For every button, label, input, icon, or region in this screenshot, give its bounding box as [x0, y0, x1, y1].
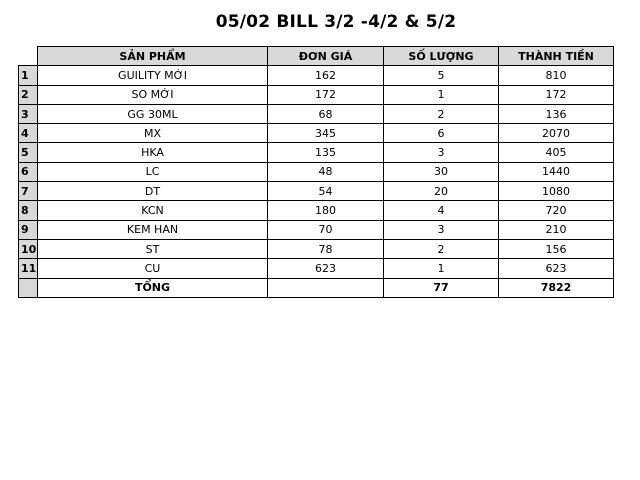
product-cell: DT: [38, 182, 268, 201]
quantity-cell: 6: [384, 124, 499, 143]
amount-cell: 405: [499, 143, 614, 162]
price-cell: 162: [268, 66, 384, 85]
amount-cell: 720: [499, 201, 614, 220]
amount-cell: 2070: [499, 124, 614, 143]
price-cell: 345: [268, 124, 384, 143]
price-cell: 54: [268, 182, 384, 201]
page-title: 05/02 BILL 3/2 -4/2 & 5/2: [215, 12, 457, 32]
price-cell: 172: [268, 85, 384, 104]
total-row-index: [19, 278, 38, 297]
table-row: [19, 259, 614, 278]
price-cell: 180: [268, 201, 384, 220]
table-row: [19, 182, 614, 201]
table-header-row: [19, 47, 614, 66]
product-cell: CU: [38, 259, 268, 278]
table-body: [19, 66, 614, 278]
price-cell: 68: [268, 104, 384, 123]
quantity-cell: 1: [384, 259, 499, 278]
row-number: 9: [19, 220, 38, 239]
row-number: 3: [19, 104, 38, 123]
product-cell: KEM HAN: [38, 220, 268, 239]
quantity-cell: 20: [384, 182, 499, 201]
row-number: 2: [19, 85, 38, 104]
header-product: SẢN PHẨM: [38, 47, 268, 66]
quantity-cell: 3: [384, 143, 499, 162]
quantity-cell: 2: [384, 239, 499, 258]
table-row: [19, 220, 614, 239]
quantity-cell: 30: [384, 162, 499, 181]
total-price-empty: [268, 278, 384, 297]
table-row: [19, 162, 614, 181]
product-cell: GUILITY MỚI: [38, 66, 268, 85]
row-number: 10: [19, 239, 38, 258]
amount-cell: 210: [499, 220, 614, 239]
product-cell: GG 30ML: [38, 104, 268, 123]
quantity-cell: 5: [384, 66, 499, 85]
row-number: 8: [19, 201, 38, 220]
row-number: 4: [19, 124, 38, 143]
row-number: 6: [19, 162, 38, 181]
amount-cell: 1080: [499, 182, 614, 201]
header-quantity: SỐ LƯỢNG: [384, 47, 499, 66]
table-row: [19, 66, 614, 85]
price-cell: 135: [268, 143, 384, 162]
total-quantity: 77: [384, 278, 499, 297]
amount-cell: 172: [499, 85, 614, 104]
product-cell: MX: [38, 124, 268, 143]
table-row: [19, 104, 614, 123]
quantity-cell: 3: [384, 220, 499, 239]
quantity-cell: 1: [384, 85, 499, 104]
total-amount: 7822: [499, 278, 614, 297]
quantity-cell: 4: [384, 201, 499, 220]
price-cell: 78: [268, 239, 384, 258]
quantity-cell: 2: [384, 104, 499, 123]
product-cell: HKA: [38, 143, 268, 162]
row-number: 5: [19, 143, 38, 162]
price-cell: 70: [268, 220, 384, 239]
price-cell: 48: [268, 162, 384, 181]
product-cell: KCN: [38, 201, 268, 220]
product-cell: SO MỚI: [38, 85, 268, 104]
table-row: [19, 85, 614, 104]
header-total: THÀNH TIỀN: [499, 47, 614, 66]
amount-cell: 136: [499, 104, 614, 123]
total-row: [19, 278, 614, 297]
amount-cell: 1440: [499, 162, 614, 181]
price-cell: 623: [268, 259, 384, 278]
product-cell: ST: [38, 239, 268, 258]
amount-cell: 810: [499, 66, 614, 85]
row-number: 11: [19, 259, 38, 278]
row-number: 1: [19, 66, 38, 85]
table-row: [19, 239, 614, 258]
total-label: TỔNG: [38, 278, 268, 297]
bill-table: [18, 46, 614, 298]
table-row: [19, 201, 614, 220]
row-number: 7: [19, 182, 38, 201]
amount-cell: 623: [499, 259, 614, 278]
table-row: [19, 143, 614, 162]
corner-cell: [19, 47, 38, 66]
amount-cell: 156: [499, 239, 614, 258]
header-unit-price: ĐƠN GIÁ: [268, 47, 384, 66]
table-row: [19, 124, 614, 143]
product-cell: LC: [38, 162, 268, 181]
